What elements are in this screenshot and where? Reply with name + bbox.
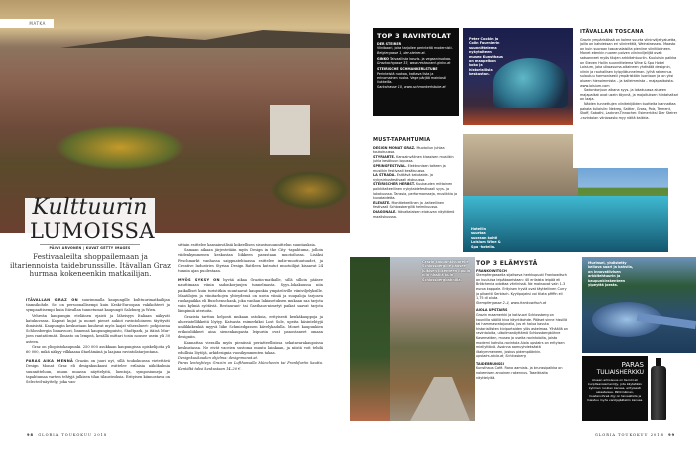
- experience-item: AIOLA UPSTAIRS Grazin maamerkki ja kotivuori Schlossberg on kauniilla säällä kiva käyntikohde. Pääset sinne hissillä tai hammasratajunalla, jos et halua kavuta historiallisten kiviportaiden ylös askelmaa. Ylhäällä on ravintoloita, ulkoilmanäyttämö Schlossbergbühne Kasematten, museo ja useita ravintoloita, joista moderni kahvila-ravintola Aiola upstairs on erityisen miellyttävä. Avoinna aamuyhdeksästä iltakymmeneen, joskus pidempäänkin. upstairs.aiola.at, Schlossberg: [476, 308, 568, 359]
- experiences-section: [476, 262, 568, 380]
- restaurant-address: Belgiergasse 1, der-steirer.at.: [377, 50, 426, 55]
- event-item: DESIGN MONAT GRAZ. Muotoilun juhlaa toukokuussa.: [373, 145, 445, 155]
- title-line2: LUMOISSA: [30, 219, 156, 243]
- paragraph: Näiden tunnettujen viinitekijöiden tuotteita kannattaa pakata tuliaisiin: Nekrep, Sattler, Gross, Polz, Tement, Skoff, Sabathi, Lackner-Tinnacher. Esimerkiksi Der Steirer -ravintolan viiniosasto myy näitä kaikkia.: [580, 101, 678, 120]
- article-column-2: [178, 243, 323, 372]
- paragraph: Graziin on juuri nyt, sillä toukokuussa vietettävä Design Monat Graz eli designkuukausi esittelee erilaisia näkökulmia suunnitteluun, muun muassa näyttelyitä, luentoja, symposiumeja ja tapahtumaa varten tehtyjä julkisen tilan tilausteoksia. Erityisen kiinnostava on Selected-näyttely, joka van-: [26, 359, 170, 385]
- lead-text: Festivaaleilta shoppailemaan ja iltariennoista taidebrunssille. Itävallan Graz hurmaa kokeneenkin matkailijan.: [10, 252, 171, 278]
- paragraph: Graz on yliopistokaupunki. 250 000 asukkaan kaupungissa opiskelijoita yli 60 000, mikä näkyy vilkkaana iltaelämänä ja laajana ravintolatarjontana.: [26, 344, 170, 355]
- drop-caps: PARAS AIKA MENNÄ: [26, 359, 74, 364]
- hotel-caption: Hotellin suurtaa suoraan kohti Loisium Wine & Spa -hotella.: [471, 227, 501, 249]
- restaurant-desc: Perinteistä ruokaa, kattava lista ja erinomainen ruoka. Vege pärjää mainiosti liukkeilla.: [377, 71, 447, 85]
- events-heading: MUST-TAPAHTUMIA: [373, 137, 431, 143]
- footer-right: [595, 433, 675, 437]
- kunsthaus-caption: Peter Cookin ja Colin Fournierin suunnittelema nykytaiteen museo Kunsthaus on maapeikon koko ja historiallisia keskustan.: [469, 37, 503, 77]
- schlossberg-caption: Grazin kaupunkivuorelle Schlossbergille pääsee julkisen liikenteen lipulla niin hissillä kuin Schlossbergbahnilla.: [422, 260, 471, 282]
- paragraph: Kannattaa vierailla myös pieniissä periatteellisissa sekatavarakaupoissa keskustassa. Ne eivät vaceien sustoma muutu lainkaan, ja niistä voit tehdä edullisia löytöjä, arkidesignia vuosikymmenten takaa.: [178, 340, 323, 356]
- restaurant-name: DER STEIRER: [377, 42, 402, 46]
- drop-caps: ITÄVALLAN GRAZ ON: [26, 298, 78, 302]
- oil-bottle-icon: [651, 358, 666, 420]
- event-item: LA STRADA. Esittävä katutaide- ja nykysirkusfestivaali elokuussa.: [373, 173, 433, 182]
- restaurant-desc: Viinibaari, joka tarjoilee perinteitä modernisti.: [377, 46, 453, 51]
- paragraph: Vehreän kaupungin eteläinen ejaisti ja läheisyys Italiaan näkyvät katukuvassa. Kapeat kujat ja monet pienet aukiot ravintoloineen täyttyvät ihmisistä. Kaupungin keskustaan kuuluvat myös laajat viheralueet: pohjoisena Schlossbergin linnavuori, linnensä kaupunginpuisto, Stadtpark, ja itäisä Mur-joen rantatörmät. Ilmasto on lempeä, kesällä mittari tosin nousee usein yli 30 asteen.: [26, 313, 170, 344]
- title-line1: Kulttuurin: [32, 195, 148, 220]
- event-item: ELEVATE. Monitieteellinen ja -taiteellinen festivaali Schlossbergillä helmikuussa.: [373, 200, 445, 210]
- page-number: 98: [27, 433, 35, 437]
- murinsel-photo: [582, 257, 696, 353]
- schlossberg-photo: [350, 257, 475, 421]
- restaurant-address: Grazbachgasse 33, www.restaurant-ginko.at: [377, 61, 451, 66]
- paragraph: Sadonkorjuun aikana syys- ja lokakuussa alueen majapaikat ovat usein täynnä, ja majoituksen hintahaitari on laaja.: [580, 88, 679, 102]
- paragraph: Grazin ympäristössä on kolme suurta viininviljelyaluetta, joilla on kahdeksan eri viinireittiä, Weinstrassea. Maasto on kuin suoraan toscanalaisilta pieniine viinitiloineen. Monet etenkin nuoren polven viininviljelijät ovat satsanneet myös tilojen arkkitehtuuriin. Kuuluisin paikka on Steven Hollin suunnittelema Wine & Spa Hotel Loisium, joka ulkoasuma-altaineen yhdistää designin, viinin ja rauhallisen kylpylätunnelman. Jylhä rakennus sulautuu harmonisesti ympäristöön luontoon ja on yksi alueen hienoimmista – ja kalleimmista – majapaikoista. www.loisium.com: [580, 37, 677, 88]
- experience-item: FRANKOWITSCH Stempfergassella sijaitseva herkkupuoti Frankowitsch on kuuluisa leipäbaaristaan: 40 erilaista leipää eli Brötchenia odottaa vitriinissä. Ne maksavat vain 1-3 euroa kappale. Erityisen hyviä ovat täytteliinen Curry ja pikantti Serbisch. Kyytipojaksi voi tilata pfiffin eli 1,75 dl oluta. Stempfergasse 2–4, www.frankowitsch.at: [476, 268, 567, 305]
- drop-caps: MYÖS SYKSY ON: [178, 278, 220, 283]
- restaurant-name: STEIRISCHE SCHMANKERLSTUBE: [377, 67, 438, 72]
- footer-text: GLORIA TOUKOKUU 2018: [38, 433, 108, 437]
- event-item: STEIRISCHER HERBST. Kuukauden mittainen poikkitaiteellinen nykytaidefestivaali syys- ja lokakuussa. Tanssia, performansseja, musiikkia ja kuvataidetta.: [373, 182, 458, 201]
- byline: PÄIVI ARVONEN | KUVAT GETTY IMAGES: [40, 244, 140, 250]
- restaurant-desc: Taivaallista kasvis- ja vegaaniruokaa.: [389, 56, 452, 61]
- souvenir-box: [582, 356, 648, 421]
- events-section: [373, 138, 459, 219]
- experience-item: TAIDEBRUNSSI Kunsthaus Café. Rana aamiais- ja brunssipaikka on nokemisen arvoinen rakennus. Taseikkaita näyttelyitä.: [476, 361, 563, 380]
- paragraph: Grazista tarttuu helposti mukaan ostoksia, erityisesti kenkäkauppoja ja alueriatellikkeitä löytyy. Katsasta esimerkiksi Lost Sole, upeita käsintehtyjä unilikkikenkiä myyvä liike Schmiedgassen kävelykadulla. Monet kaupunkien erikoisliikkeet aina sienenkaupasta leipuriin ovat panostaneet omaan designiin.: [178, 314, 323, 340]
- paragraph: suurimmalla kaupungille kulttuurimatkailijan tiamsikohde. Se on persoonallisempi kuin Keski-Euroopan vakikohteet ja sympaattisempi kuin Itävallan tunnetumat kaupungit Salzburg ja Wien.: [26, 298, 170, 313]
- article-column-1: [26, 298, 170, 385]
- paragraph: hyvää aikaa Graziin-matkalle, sillä silloin pääsee nauttimaan viinin sadonkorjuujen tunnelmasta. Syys–lokakuussa niin paikalliset kuin turistitkin suuntaavat kaupunkia ympäröiville viiniviljelyksille. Maatilojen ja viinitarhojen yhteydessä on usein viiniä ja suupaloja tarjoava ruokapaikka eli Buschenschank, joka vanhan lakiasetuksen mukaan saa tarjota vain kylmiä syötäviä. Restaurant- tai Gasthaus-nimetyt paikat saavat tarjota lämpimiä aterioita.: [178, 278, 323, 314]
- souvenir-heading: PARAS: [621, 361, 644, 369]
- page-number: 99: [668, 433, 676, 437]
- restaurant-address: Sackstrasse 10, www.schmankerlstube.at: [377, 84, 446, 89]
- murinsel-caption: Murinsel, yhdistetty kelluva saari ja kahvila, on innovatiivisen arkkitehtuurin ja kaupunkirakenteen ylpeyttä joesta.: [588, 261, 634, 288]
- event-item: DIAGONALE. Itävaltalaisen elokuvan näyttämö maaliskuussa.: [373, 209, 455, 219]
- paragraph: Samaan aikaan järjestetään myös Design in the City -tapahtuma, jolloin viidenkymmenen keskustan liikkeen parastaan muotoilussa. Lisäksi Feschmarkt vanhassa saippuatehtaassa esittelee indie-muotiuutuudet, ja Creative Industries Styrian Design Rattleen kutsutut muotoilijat kisaavat 24 tunnin ajan puolestaan.: [178, 248, 323, 274]
- footer-left: [27, 433, 107, 437]
- note: Designkuukauden ohjelma: designmonat.at.: [178, 356, 259, 361]
- restaurants-box: [373, 28, 459, 116]
- restaurants-heading: TOP 3 RAVINTOLAT: [377, 32, 452, 40]
- restaurant-name: GINKO: [377, 56, 389, 61]
- event-item: STYRIARTE. Kansainvälinen klassisen musiikin juhla kesäkuun lopussa.: [373, 154, 454, 164]
- toscana-heading: ITÄVALLAN TOSCANA: [580, 29, 644, 35]
- souvenir-heading: TULIAISHERKKU: [596, 369, 644, 376]
- experiences-heading: TOP 3 ELÄMYSTÄ: [476, 260, 538, 267]
- toscana-text: [580, 30, 679, 120]
- footer-text: GLORIA TOUKOKUU 2018: [595, 433, 664, 437]
- souvenir-text: Alueen erikoisuus on Kernöl eli kurpitsansiemenöljy, jota käytetään kylmien ruokien kanssa, erityisesti salaateissa. Pähkinäinen, mustanvihreä öljy on taivaallista ja maistuu myös vaniljajäätelön kanssa.: [586, 378, 644, 402]
- note: Paras lentoyhteys Graziin on Lufthansalla Münchenin tai Frankfurtin kautta. Kentältä taksi keskustaan 14–20 €.: [178, 361, 323, 371]
- section-tag: MATKA: [0, 19, 54, 28]
- paragraph: sittain esittelee kansainvälisiä kokeellisen sisustusuunnittelun suuntauksia.: [178, 243, 316, 247]
- event-item: SPRINGFESTIVAL. Elektronisen taiteen ja musiikin festivaali kesäkuussa.: [373, 163, 446, 173]
- kunsthaus-photo: [463, 28, 573, 125]
